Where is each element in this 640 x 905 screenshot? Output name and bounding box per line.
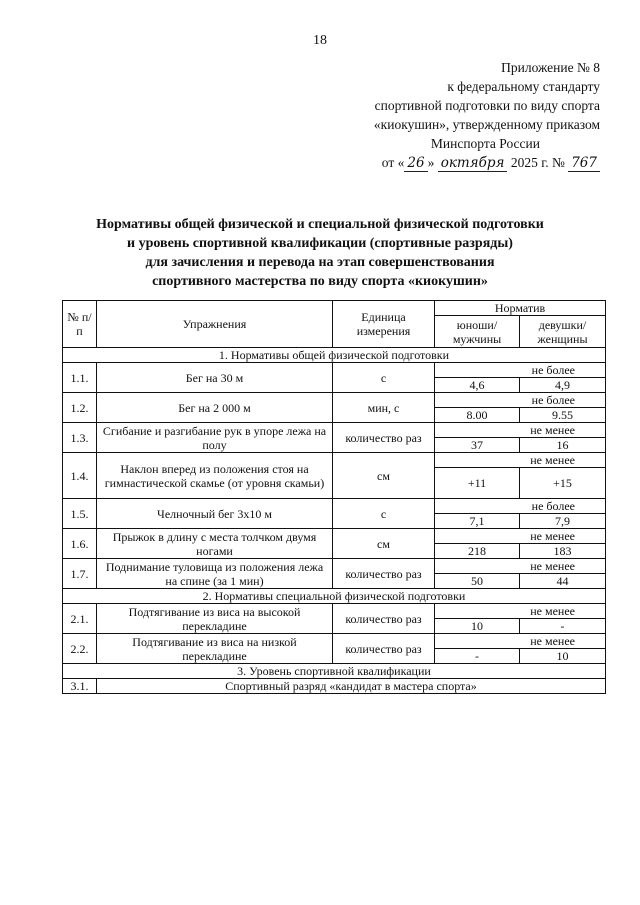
row-boys-value: 50	[435, 574, 520, 589]
header-exercise: Упражнения	[97, 301, 333, 348]
date-year: 2025 г. №	[510, 155, 565, 170]
row-num: 1.3.	[63, 423, 97, 453]
appendix-line: спортивной подготовки по виду спорта	[374, 98, 600, 113]
row-girls-value: 183	[520, 544, 606, 559]
document-title	[60, 215, 580, 291]
row-num: 1.6.	[63, 529, 97, 559]
row-boys-value: -	[435, 649, 520, 664]
row-girls-value: -	[520, 619, 606, 634]
row-boys-value: 7,1	[435, 514, 520, 529]
row-exercise: Челночный бег 3х10 м	[97, 499, 333, 529]
row-unit: количество раз	[333, 423, 435, 453]
row-unit: количество раз	[333, 634, 435, 664]
row-girls-value: 44	[520, 574, 606, 589]
title-line: и уровень спортивной квалификации (спортивные разряды)	[127, 236, 513, 251]
row-num: 1.5.	[63, 499, 97, 529]
appendix-line: «киокушин», утвержденному приказом	[373, 117, 600, 132]
norms-table	[62, 300, 606, 694]
row-unit: см	[333, 453, 435, 499]
row-unit: количество раз	[333, 604, 435, 634]
row-num: 1.4.	[63, 453, 97, 499]
row-girls-value: +15	[520, 468, 606, 499]
row-condition: не менее	[435, 453, 606, 468]
row-girls-value: 16	[520, 438, 606, 453]
row-boys-value: 37	[435, 438, 520, 453]
row-num: 1.1.	[63, 363, 97, 393]
row-num: 2.1.	[63, 604, 97, 634]
row-unit: мин, с	[333, 393, 435, 423]
row-condition: не менее	[435, 559, 606, 574]
header-num: № п/п	[63, 301, 97, 348]
date-day: 26	[404, 155, 427, 172]
row-condition: не более	[435, 393, 606, 408]
row-num: 3.1.	[63, 679, 97, 694]
row-qualification: Спортивный разряд «кандидат в мастера спорта»	[97, 679, 606, 694]
date-prefix: от «	[381, 155, 405, 170]
row-exercise: Наклон вперед из положения стоя на гимнастической скамье (от уровня скамьи)	[97, 453, 333, 499]
section-title: 3. Уровень спортивной квалификации	[63, 664, 606, 679]
row-boys-value: 218	[435, 544, 520, 559]
row-unit: см	[333, 529, 435, 559]
row-girls-value: 9.55	[520, 408, 606, 423]
row-exercise: Прыжок в длину с места толчком двумя ногами	[97, 529, 333, 559]
row-unit: с	[333, 363, 435, 393]
row-girls-value: 7,9	[520, 514, 606, 529]
header-norm: Норматив	[435, 301, 606, 316]
row-girls-value: 4,9	[520, 378, 606, 393]
row-condition: не менее	[435, 634, 606, 649]
row-boys-value: 10	[435, 619, 520, 634]
row-condition: не менее	[435, 604, 606, 619]
date-month: октября	[438, 155, 508, 172]
header-boys: юноши/ мужчины	[435, 316, 520, 348]
page-number: 18	[313, 33, 327, 48]
order-number: 767	[568, 155, 600, 172]
appendix-header	[330, 58, 600, 173]
row-boys-value: +11	[435, 468, 520, 499]
appendix-date-line: от « 26 » октября 2025 г. № 767	[330, 153, 600, 173]
title-line: спортивного мастерства по виду спорта «киокушин»	[152, 274, 488, 289]
header-girls: девушки/ женщины	[520, 316, 606, 348]
row-exercise: Подтягивание из виса на низкой перекладине	[97, 634, 333, 664]
row-condition: не менее	[435, 529, 606, 544]
section-title: 2. Нормативы специальной физической подготовки	[63, 589, 606, 604]
appendix-line: к федеральному стандарту	[447, 79, 600, 94]
title-line: Нормативы общей физической и специальной физической подготовки	[96, 217, 544, 232]
row-exercise: Сгибание и разгибание рук в упоре лежа на полу	[97, 423, 333, 453]
row-girls-value: 10	[520, 649, 606, 664]
row-condition: не более	[435, 499, 606, 514]
row-boys-value: 4,6	[435, 378, 520, 393]
row-num: 2.2.	[63, 634, 97, 664]
row-num: 1.2.	[63, 393, 97, 423]
row-condition: не более	[435, 363, 606, 378]
row-condition: не менее	[435, 423, 606, 438]
row-exercise: Бег на 30 м	[97, 363, 333, 393]
row-exercise: Подтягивание из виса на высокой перекладине	[97, 604, 333, 634]
header-unit: Единица измерения	[333, 301, 435, 348]
appendix-line: Минспорта России	[430, 136, 540, 151]
row-exercise: Поднимание туловища из положения лежа на спине (за 1 мин)	[97, 559, 333, 589]
row-boys-value: 8.00	[435, 408, 520, 423]
row-num: 1.7.	[63, 559, 97, 589]
appendix-line: Приложение № 8	[501, 60, 600, 75]
row-exercise: Бег на 2 000 м	[97, 393, 333, 423]
section-title: 1. Нормативы общей физической подготовки	[63, 348, 606, 363]
row-unit: с	[333, 499, 435, 529]
title-line: для зачисления и перевода на этап совершенствования	[145, 255, 495, 270]
row-unit: количество раз	[333, 559, 435, 589]
